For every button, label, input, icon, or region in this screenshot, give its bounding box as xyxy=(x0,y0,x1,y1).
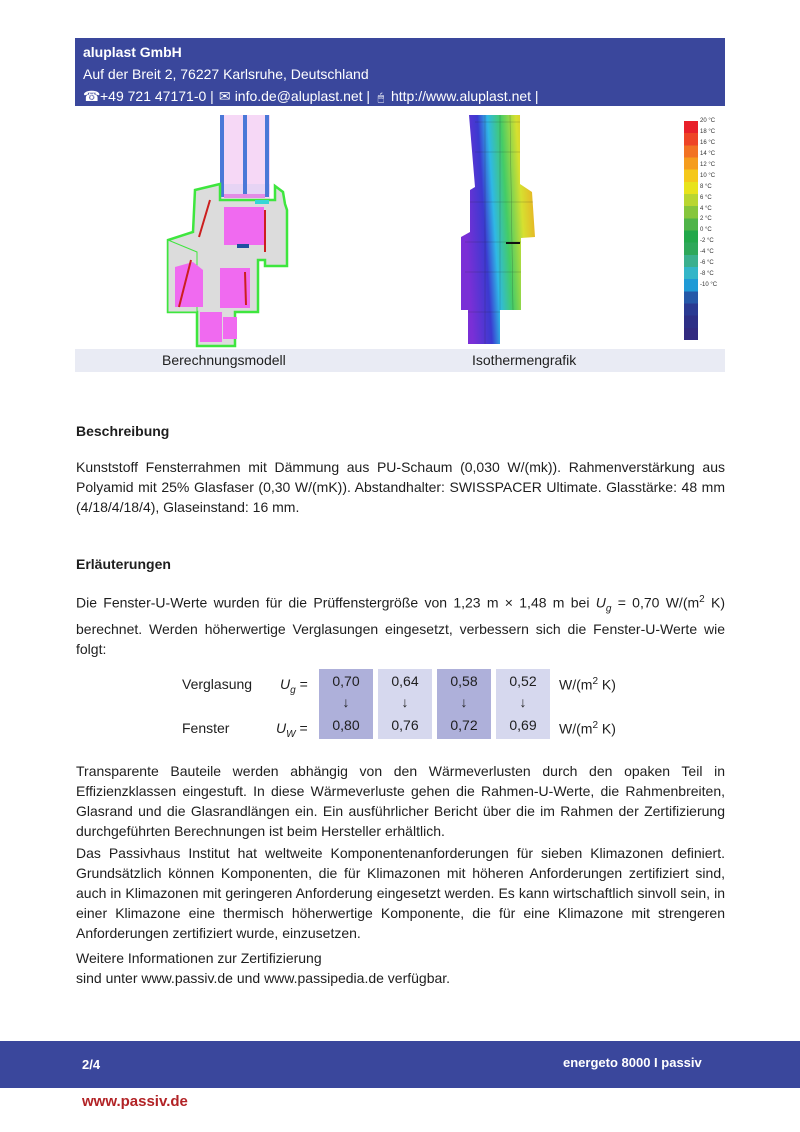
mouse-icon: 🖱 xyxy=(377,92,385,104)
arrow-down-icon: ↓ xyxy=(519,694,527,710)
company-header xyxy=(75,38,725,106)
colorbar-label: 18 °C xyxy=(700,128,716,135)
arrow-down-icon: ↓ xyxy=(460,694,468,710)
u-value-column: 0,58 ↓ 0,72 xyxy=(437,669,491,739)
colorbar-label: -2 °C xyxy=(700,238,714,245)
isotherm-image xyxy=(75,112,725,348)
colorbar-label: 12 °C xyxy=(700,161,716,168)
uw-symbol: $U_W$ = xyxy=(276,720,308,740)
colorbar-label: -8 °C xyxy=(700,271,714,278)
figures-area xyxy=(75,112,725,348)
caption-isotherm: Isothermengrafik xyxy=(472,352,577,368)
ug-symbol: $U_g$ = xyxy=(280,676,308,696)
more-info: Weitere Informationen zur Zertifizierung sind unter www.passiv.de und www.passipedia.de verfügbar. xyxy=(76,950,451,986)
colorbar-label: 16 °C xyxy=(700,139,716,146)
temperature-colorbar xyxy=(684,121,698,340)
passiv-website-link[interactable]: www.passiv.de xyxy=(82,1093,188,1110)
climate-zone-paragraph: Das Passivhaus Institut hat weltweite Komponentenanforderungen für sieben Klimazonen definiert. Grundsätzlich können Komponenten, die für Klimazonen mit höheren Anforderungen zertifiziert sind, auch in Klimazonen mit geringeren Anforderung eingesetzt werden. Es kann wirtschaftlich sinvoll sein, in einer Klimazone eine thermisch höherwertige Komponente, die für eine Klimazone mit strengeren Anforderungen zertifiziert wurde, einzusetzen. xyxy=(76,845,725,941)
figure-captions xyxy=(75,349,725,372)
website-link[interactable]: http://www.aluplast.net | xyxy=(390,88,539,104)
glazing-label: Verglasung xyxy=(182,676,253,692)
u-value-column: 0,70 ↓ 0,80 xyxy=(319,669,373,739)
caption-calculation-model: Berechnungsmodell xyxy=(162,352,286,368)
u-value-table xyxy=(182,672,662,742)
u-value-column: 0,52 ↓ 0,69 xyxy=(496,669,550,739)
colorbar-label: 6 °C xyxy=(700,194,712,201)
efficiency-paragraph: Transparente Bauteile werden abhängig von den Wärmeverlusten durch den opaken Teil in Effizienzklassen eingestuft. In diese Wärmeverluste gehen die Rahmen-U-Werte, die Rahmenbreiten, Glasrand und die Glasrandlängen ein. Ein ausführlicher Bericht über die im Rahmen der Zertifizierung durchgeführten Berechnungen ist beim Hersteller erhältlich. xyxy=(76,763,725,839)
email-link[interactable]: info.de@aluplast.net | xyxy=(234,88,371,104)
colorbar-label: -10 °C xyxy=(700,282,718,289)
u-value-column: 0,64 ↓ 0,76 xyxy=(378,669,432,739)
explanations-heading: Erläuterungen xyxy=(76,556,171,572)
colorbar-labels xyxy=(700,116,717,291)
colorbar-label: -6 °C xyxy=(700,260,714,267)
telephone-icon: ☎ xyxy=(83,88,101,104)
unit-ug: $W/(m^2$ K) xyxy=(559,676,616,693)
colorbar-label: 10 °C xyxy=(700,172,716,179)
colorbar-label: 4 °C xyxy=(700,205,712,212)
page-number: 2/4 xyxy=(82,1057,101,1072)
description-text: Kunststoff Fensterrahmen mit Dämmung aus PU-Schaum (0,030 W/(mk)). Rahmenverstärkung aus Polyamid mit 25% Glasfaser (0,30 W/(mK)). Abstandhalter: SWISSPACER Ultimate. Glasstärke: 48 mm (4/18/4/18/4), Glaseinstand: 16 mm. xyxy=(76,459,725,515)
colorbar-label: -4 °C xyxy=(700,249,714,256)
colorbar-label: 2 °C xyxy=(700,216,712,223)
explanations-intro: Die Fenster-U-Werte wurden für die Prüffenstergröße von 1,23 m × 1,48 m bei $U_g = 0,70$ $W/(m^2$ K) berechnet. Werden höherwertige Verglasungen eingesetzt, verbessern sich die Fenster-U-Werte wie folgt: xyxy=(76,594,725,658)
arrow-down-icon: ↓ xyxy=(401,694,409,710)
arrow-down-icon: ↓ xyxy=(342,694,350,710)
colorbar-label: 8 °C xyxy=(700,183,712,190)
description-heading: Beschreibung xyxy=(76,423,170,439)
product-name: energeto 8000 I passiv xyxy=(563,1055,702,1070)
colorbar-label: 20 °C xyxy=(700,118,716,124)
company-name: aluplast GmbH xyxy=(83,44,182,60)
colorbar-label: 14 °C xyxy=(700,150,716,157)
window-label: Fenster xyxy=(182,720,230,736)
phone-number: +49 721 47171-0 | xyxy=(100,88,214,104)
colorbar-label: 0 °C xyxy=(700,227,712,234)
footer-bar xyxy=(0,1041,800,1088)
unit-uw: $W/(m^2$ K) xyxy=(559,720,616,737)
contact-line xyxy=(83,85,717,109)
envelope-icon: ✉ xyxy=(218,88,231,104)
company-address: Auf der Breit 2, 76227 Karlsruhe, Deutschland xyxy=(83,66,369,82)
